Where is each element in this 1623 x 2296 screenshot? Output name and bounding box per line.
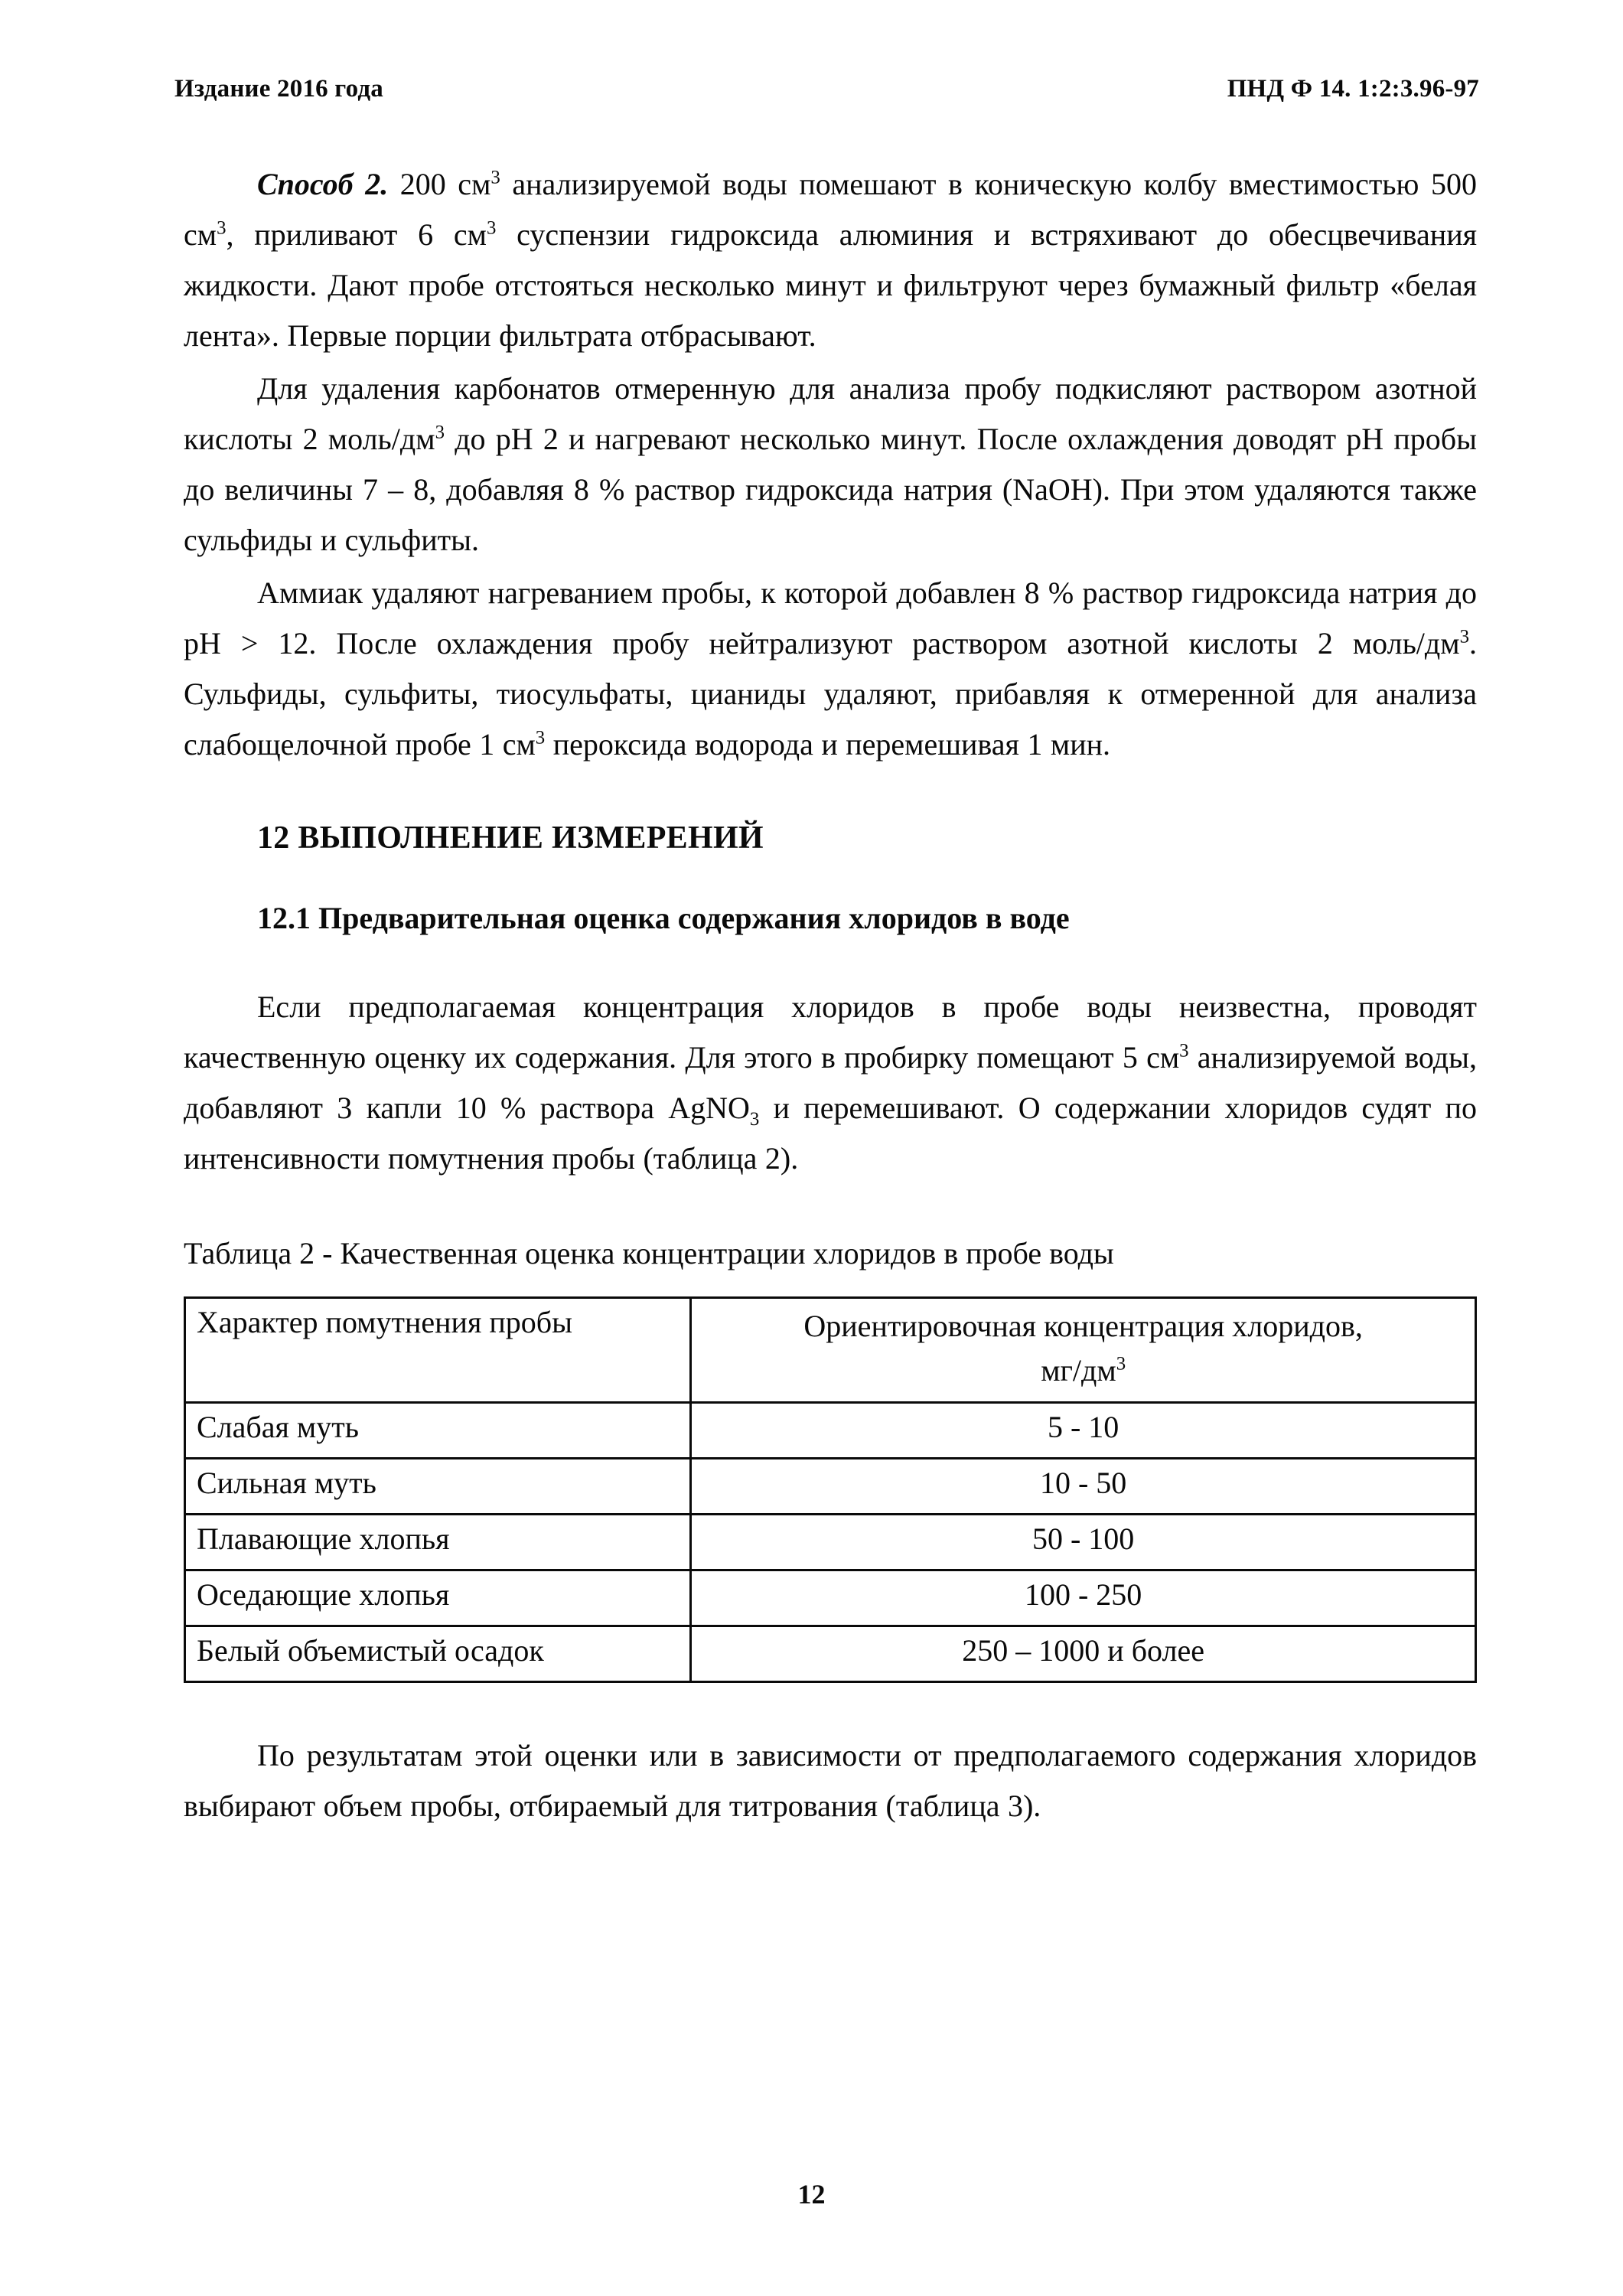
ammonia-text-part-2: . Сульфиды, сульфиты, тиосульфаты, цианиды удаляют, прибавляя к отмеренной для анализа слабощелочной пробе 1 см [184,626,1477,762]
cell-concentration: 100 - 250 [691,1570,1476,1626]
table-row [185,1570,1476,1626]
page-content [184,159,1477,1834]
preliminary-text-part-2: анализируемой воды, добавляют 3 капли 10 % раствора AgNO [184,1040,1477,1125]
spacer-after-table [184,1683,1477,1730]
table-header-concentration-unit: мг/дм [1041,1353,1116,1388]
table-header-row [185,1298,1476,1403]
running-head-edition: Издание 2016 года [174,75,384,103]
cell-character: Плавающие хлопья [185,1515,691,1570]
running-head [174,75,1479,103]
cell-concentration: 10 - 50 [691,1459,1476,1515]
superscript-cubic-2: 3 [217,217,227,239]
table-body [185,1403,1476,1682]
table-row [185,1459,1476,1515]
spacer-after-subsection-title [184,941,1477,982]
method-2-text-part-1: 200 см [388,167,491,201]
table-row [185,1515,1476,1570]
carbonate-text-part-1: Для удаления карбонатов отмеренную для анализа пробу подкисляют раствором азотной кислоты 2 моль/дм [184,371,1477,456]
cell-character: Оседающие хлопья [185,1570,691,1626]
paragraph-after-table: По результатам этой оценки или в зависимости от предполагаемого содержания хлоридов выбирают объем пробы, отбираемый для титрования (таблица 3). [184,1738,1477,1823]
page-number: 12 [797,2179,826,2210]
spacer-before-table-caption [184,1186,1477,1232]
cell-character: Сильная муть [185,1459,691,1515]
table-header-concentration-line-1: Ориентировочная концентрация хлоридов, [803,1309,1363,1343]
cell-character: Белый объемистый осадок [185,1626,691,1682]
section-heading-12: 12 ВЫПОЛНЕНИЕ ИЗМЕРЕНИЙ [257,820,764,856]
subsection-heading-12-1: 12.1 Предварительная оценка содержания хлоридов в воде [257,901,1070,935]
superscript-cubic-6: 3 [535,727,546,748]
table-2-caption: Таблица 2 - Качественная оценка концентрации хлоридов в пробе воды [184,1236,1114,1270]
table-header-character: Характер помутнения пробы [185,1298,691,1403]
table-row [185,1403,1476,1459]
spacer-after-table-caption [184,1275,1477,1296]
superscript-cubic-unit: 3 [1116,1353,1126,1375]
method-2-text-part-2: анализируемой воды помешают в коническую колбу вместимостью 500 см [184,167,1477,252]
superscript-cubic-7: 3 [1179,1040,1189,1062]
superscript-cubic-1: 3 [490,167,500,188]
ammonia-text-part-1: Аммиак удаляют нагреванием пробы, к которой добавлен 8 % раствор гидроксида натрия до pH > 12. После охлаждения пробу нейтрализуют раствором азотной кислоты 2 моль/дм [184,576,1477,660]
table-header-concentration [691,1298,1476,1403]
method-2-label: Способ 2. [257,167,389,201]
preliminary-text-part-3: и перемешивают. О содержании хлоридов судят по интенсивности помутнения пробы (таблица 2). [184,1091,1478,1176]
superscript-cubic-3: 3 [486,217,497,239]
superscript-cubic-5: 3 [1459,626,1469,647]
spacer-before-section-title [184,772,1477,815]
cell-concentration: 50 - 100 [691,1515,1476,1570]
paragraph-preliminary-assessment [184,982,1477,1184]
spacer-after-section-title [184,861,1477,896]
subscript-agno3: 3 [749,1109,760,1130]
method-2-text-part-4: суспензии гидроксида алюминия и встряхивают до обесцвечивания жидкости. Дают пробе отстояться несколько минут и фильтруют через бумажный фильтр «белая лента». Первые порции фильтрата отбрасывают. [184,217,1477,353]
running-head-standard-code: ПНД Ф 14. 1:2:3.96-97 [1227,75,1479,103]
method-2-text-part-3: , приливают 6 см [226,217,487,252]
carbonate-text-part-2: до pH 2 и нагревают несколько минут. После охлаждения доводят pH пробы до величины 7 – 8, добавляя 8 % раствор гидроксида натрия (NaOH). При этом удаляются также сульфиды и сульфиты. [184,422,1477,557]
paragraph-method-2 [184,159,1477,361]
preliminary-text-part-1: Если предполагаемая концентрация хлоридов в пробе воды неизвестна, проводят качественную оценку их содержания. Для этого в пробирку помещают 5 см [184,990,1477,1075]
table-row [185,1626,1476,1682]
superscript-cubic-4: 3 [435,422,445,443]
paragraph-carbonate-removal [184,364,1477,566]
paragraph-ammonia-removal [184,568,1477,770]
ammonia-text-part-3: пероксида водорода и перемешивая 1 мин. [545,727,1111,762]
cell-concentration: 5 - 10 [691,1403,1476,1459]
cell-concentration: 250 – 1000 и более [691,1626,1476,1682]
table-2-chloride-assessment [184,1296,1477,1683]
cell-character: Слабая муть [185,1403,691,1459]
